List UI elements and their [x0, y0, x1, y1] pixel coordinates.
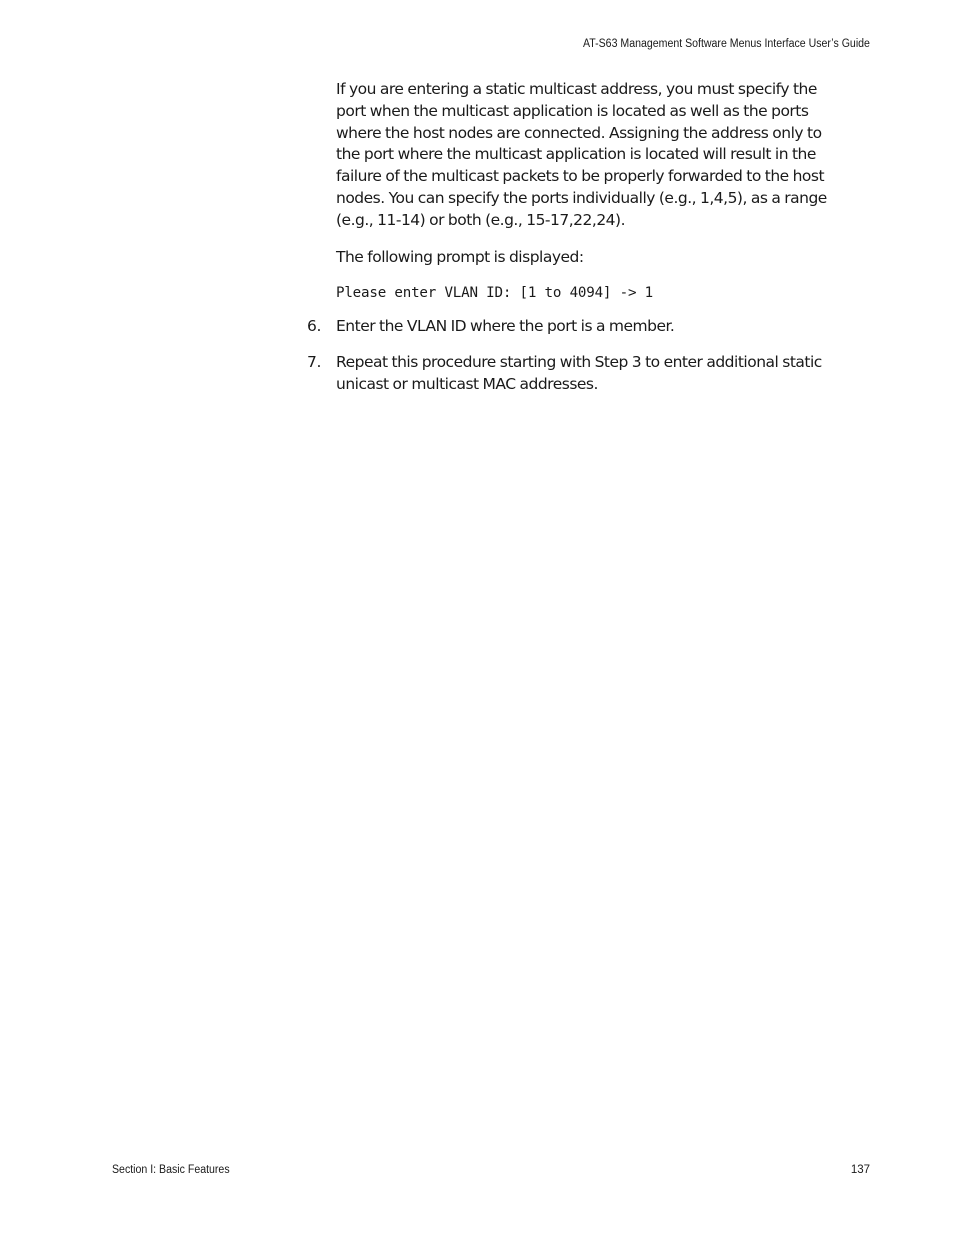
footer-page-number: 137	[850, 1164, 870, 1176]
step-number: 7.	[307, 353, 322, 372]
step-text: Repeat this procedure starting with Step 3 to enter additional static unicast or multicast MAC addresses.	[336, 353, 822, 393]
vlan-id-prompt-code: Please enter VLAN ID: [1 to 4094] -> 1	[336, 285, 653, 302]
step-7	[307, 352, 876, 396]
page-content	[307, 79, 876, 410]
static-multicast-paragraph: If you are entering a static multicast address, you must specify the port when the multicast application is located as well as the ports where the host nodes are connected. Assigning the address only to the port where the multicast application is located will result in the failure of the multicast packets to be properly forwarded to the host nodes. You can specify the ports individually (e.g., 1,4,5), as a range (e.g., 11-14) or both (e.g., 15-17,22,24).	[336, 80, 827, 229]
step-6	[307, 316, 876, 338]
procedure-steps-list	[307, 316, 876, 395]
step-number: 6.	[307, 317, 322, 336]
running-header: AT-S63 Management Software Menus Interface User’s Guide	[583, 38, 870, 50]
footer-section-title: Section I: Basic Features	[112, 1164, 230, 1176]
step-text: Enter the VLAN ID where the port is a member.	[336, 317, 675, 336]
prompt-intro-paragraph: The following prompt is displayed:	[336, 247, 584, 266]
